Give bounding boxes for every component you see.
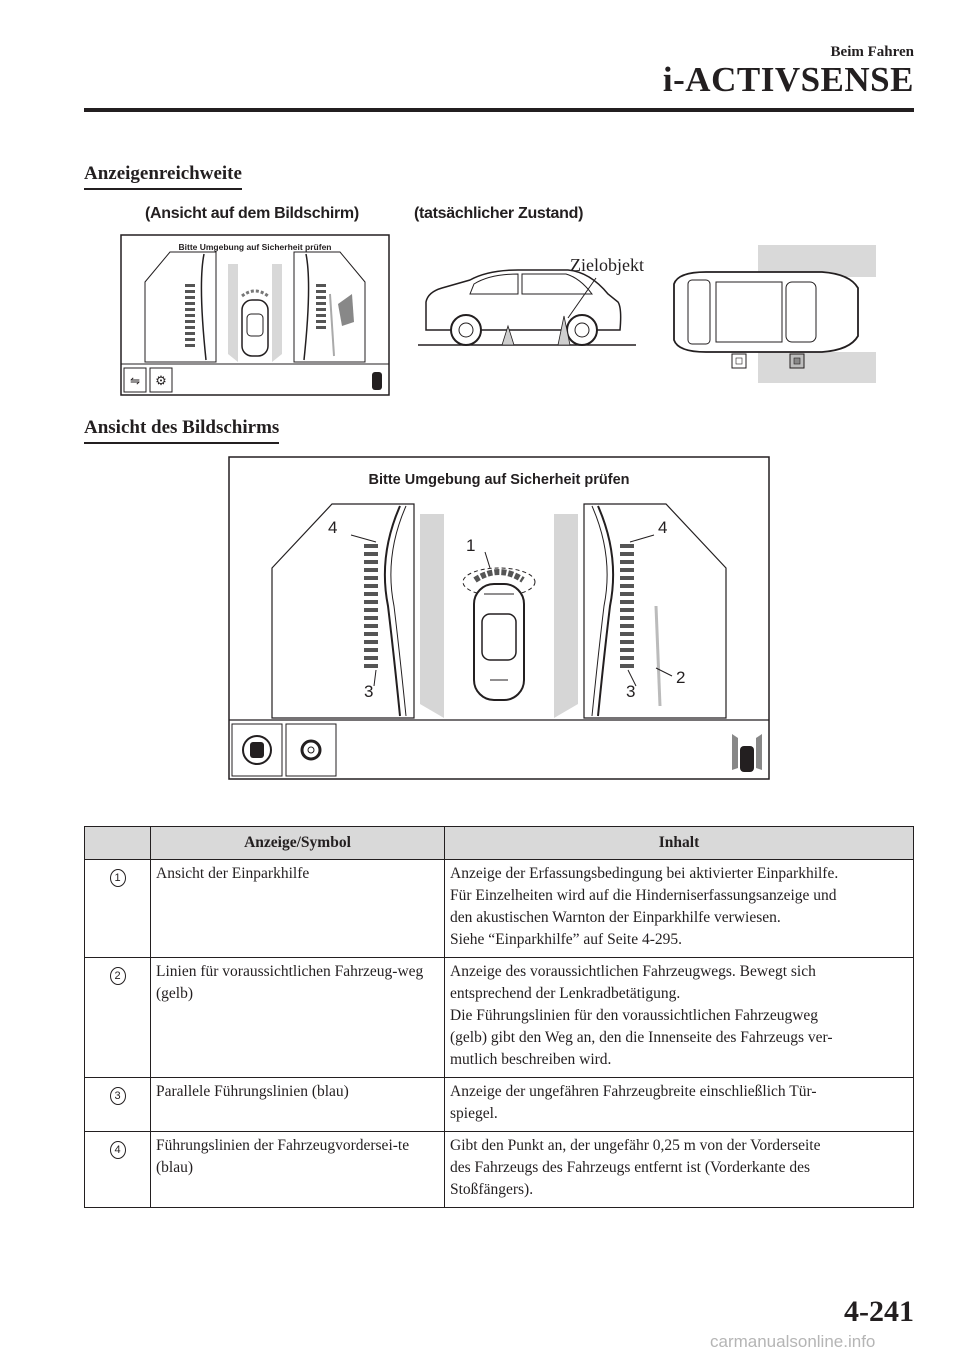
row-number-cell: [85, 1078, 151, 1132]
small-screen-figure: [120, 234, 390, 396]
content-line: den akustischen Warnton der Einparkhilfe verwiesen.: [450, 909, 781, 926]
callout-2: 2: [676, 668, 686, 687]
row-number: 2: [110, 967, 126, 985]
row-number: 1: [110, 869, 126, 887]
small-screen-title: Bitte Umgebung auf Sicherheit prüfen: [178, 242, 332, 252]
row-symbol: Linien für voraussichtlichen Fahrzeug-weg (gelb): [151, 958, 445, 1078]
table-row: [85, 958, 914, 1078]
callout-3-right: 3: [626, 682, 636, 701]
row-symbol: Ansicht der Einparkhilfe: [151, 860, 445, 958]
content-line: entsprechend der Lenkradbetätigung.: [450, 985, 681, 1002]
caption-actual-state: (tatsächlicher Zustand): [414, 205, 584, 222]
content-line: Für Einzelheiten wird auf die Hinderniserfassungsanzeige und: [450, 887, 837, 904]
header-rule: [84, 108, 914, 112]
content-line: Die Führungslinien für den voraussichtlichen Fahrzeugweg: [450, 1007, 819, 1024]
callout-3-left: 3: [364, 682, 374, 701]
content-line: Gibt den Punkt an, der ungefähr 0,25 m von der Vorderseite: [450, 1137, 821, 1154]
row-content: [445, 860, 914, 958]
callout-4-right: 4: [658, 518, 668, 537]
row-symbol: Führungslinien der Fahrzeugvordersei-te (blau): [151, 1132, 445, 1208]
table-header-row: [85, 827, 914, 860]
target-object-label: Zielobjekt: [570, 255, 644, 275]
svg-text:⚙: ⚙: [155, 374, 167, 389]
table-header-empty: [85, 827, 151, 860]
content-line: des Fahrzeugs des Fahrzeugs entfernt ist (Vorderkante des: [450, 1159, 810, 1176]
row-content: [445, 1132, 914, 1208]
large-screen-title: Bitte Umgebung auf Sicherheit prüfen: [368, 472, 630, 488]
table-row: [85, 860, 914, 958]
row-content: [445, 958, 914, 1078]
top-view-drawing: [662, 244, 878, 384]
row-symbol: Parallele Führungslinien (blau): [151, 1078, 445, 1132]
content-line: mutlich beschreiben wird.: [450, 1051, 612, 1068]
callout-1: 1: [466, 536, 476, 555]
callout-4-left: 4: [328, 518, 338, 537]
large-screen-drawing: [228, 456, 770, 780]
info-table: [84, 826, 914, 1208]
row-content: [445, 1078, 914, 1132]
small-screen-drawing: [120, 234, 390, 396]
header-title: i-ACTIVSENSE: [662, 60, 914, 99]
watermark: carmanualsonline.info: [710, 1332, 876, 1351]
header-section: Beim Fahren: [830, 44, 914, 60]
row-number-cell: [85, 860, 151, 958]
content-line: Siehe “Einparkhilfe” auf Seite 4-295.: [450, 931, 682, 948]
content-line: Stoßfängers).: [450, 1181, 534, 1198]
caption-screen-view: (Ansicht auf dem Bildschirm): [145, 205, 359, 222]
content-line: Anzeige der ungefähren Fahrzeugbreite einschließlich Tür-: [450, 1083, 817, 1100]
row-number: 4: [110, 1141, 126, 1159]
row-number: 3: [110, 1087, 126, 1105]
content-line: (gelb) gibt den Weg an, den die Innenseite des Fahrzeugs ver-: [450, 1029, 833, 1046]
table-row: [85, 1078, 914, 1132]
table-header-content: Inhalt: [445, 827, 914, 860]
section-heading-range: Anzeigenreichweite: [84, 163, 242, 190]
table-row: [85, 1132, 914, 1208]
large-screen-figure: [228, 456, 770, 780]
content-line: spiegel.: [450, 1105, 498, 1122]
top-view-figure: [662, 244, 878, 384]
svg-text:⇋: ⇋: [129, 374, 141, 388]
row-number-cell: [85, 958, 151, 1078]
table-header-symbol: Anzeige/Symbol: [151, 827, 445, 860]
row-number-cell: [85, 1132, 151, 1208]
page-number: 4-241: [844, 1295, 914, 1328]
content-line: Anzeige des voraussichtlichen Fahrzeugwegs. Bewegt sich: [450, 963, 816, 980]
section-heading-screen-view: Ansicht des Bildschirms: [84, 417, 279, 444]
content-line: Anzeige der Erfassungsbedingung bei aktivierter Einparkhilfe.: [450, 865, 839, 882]
